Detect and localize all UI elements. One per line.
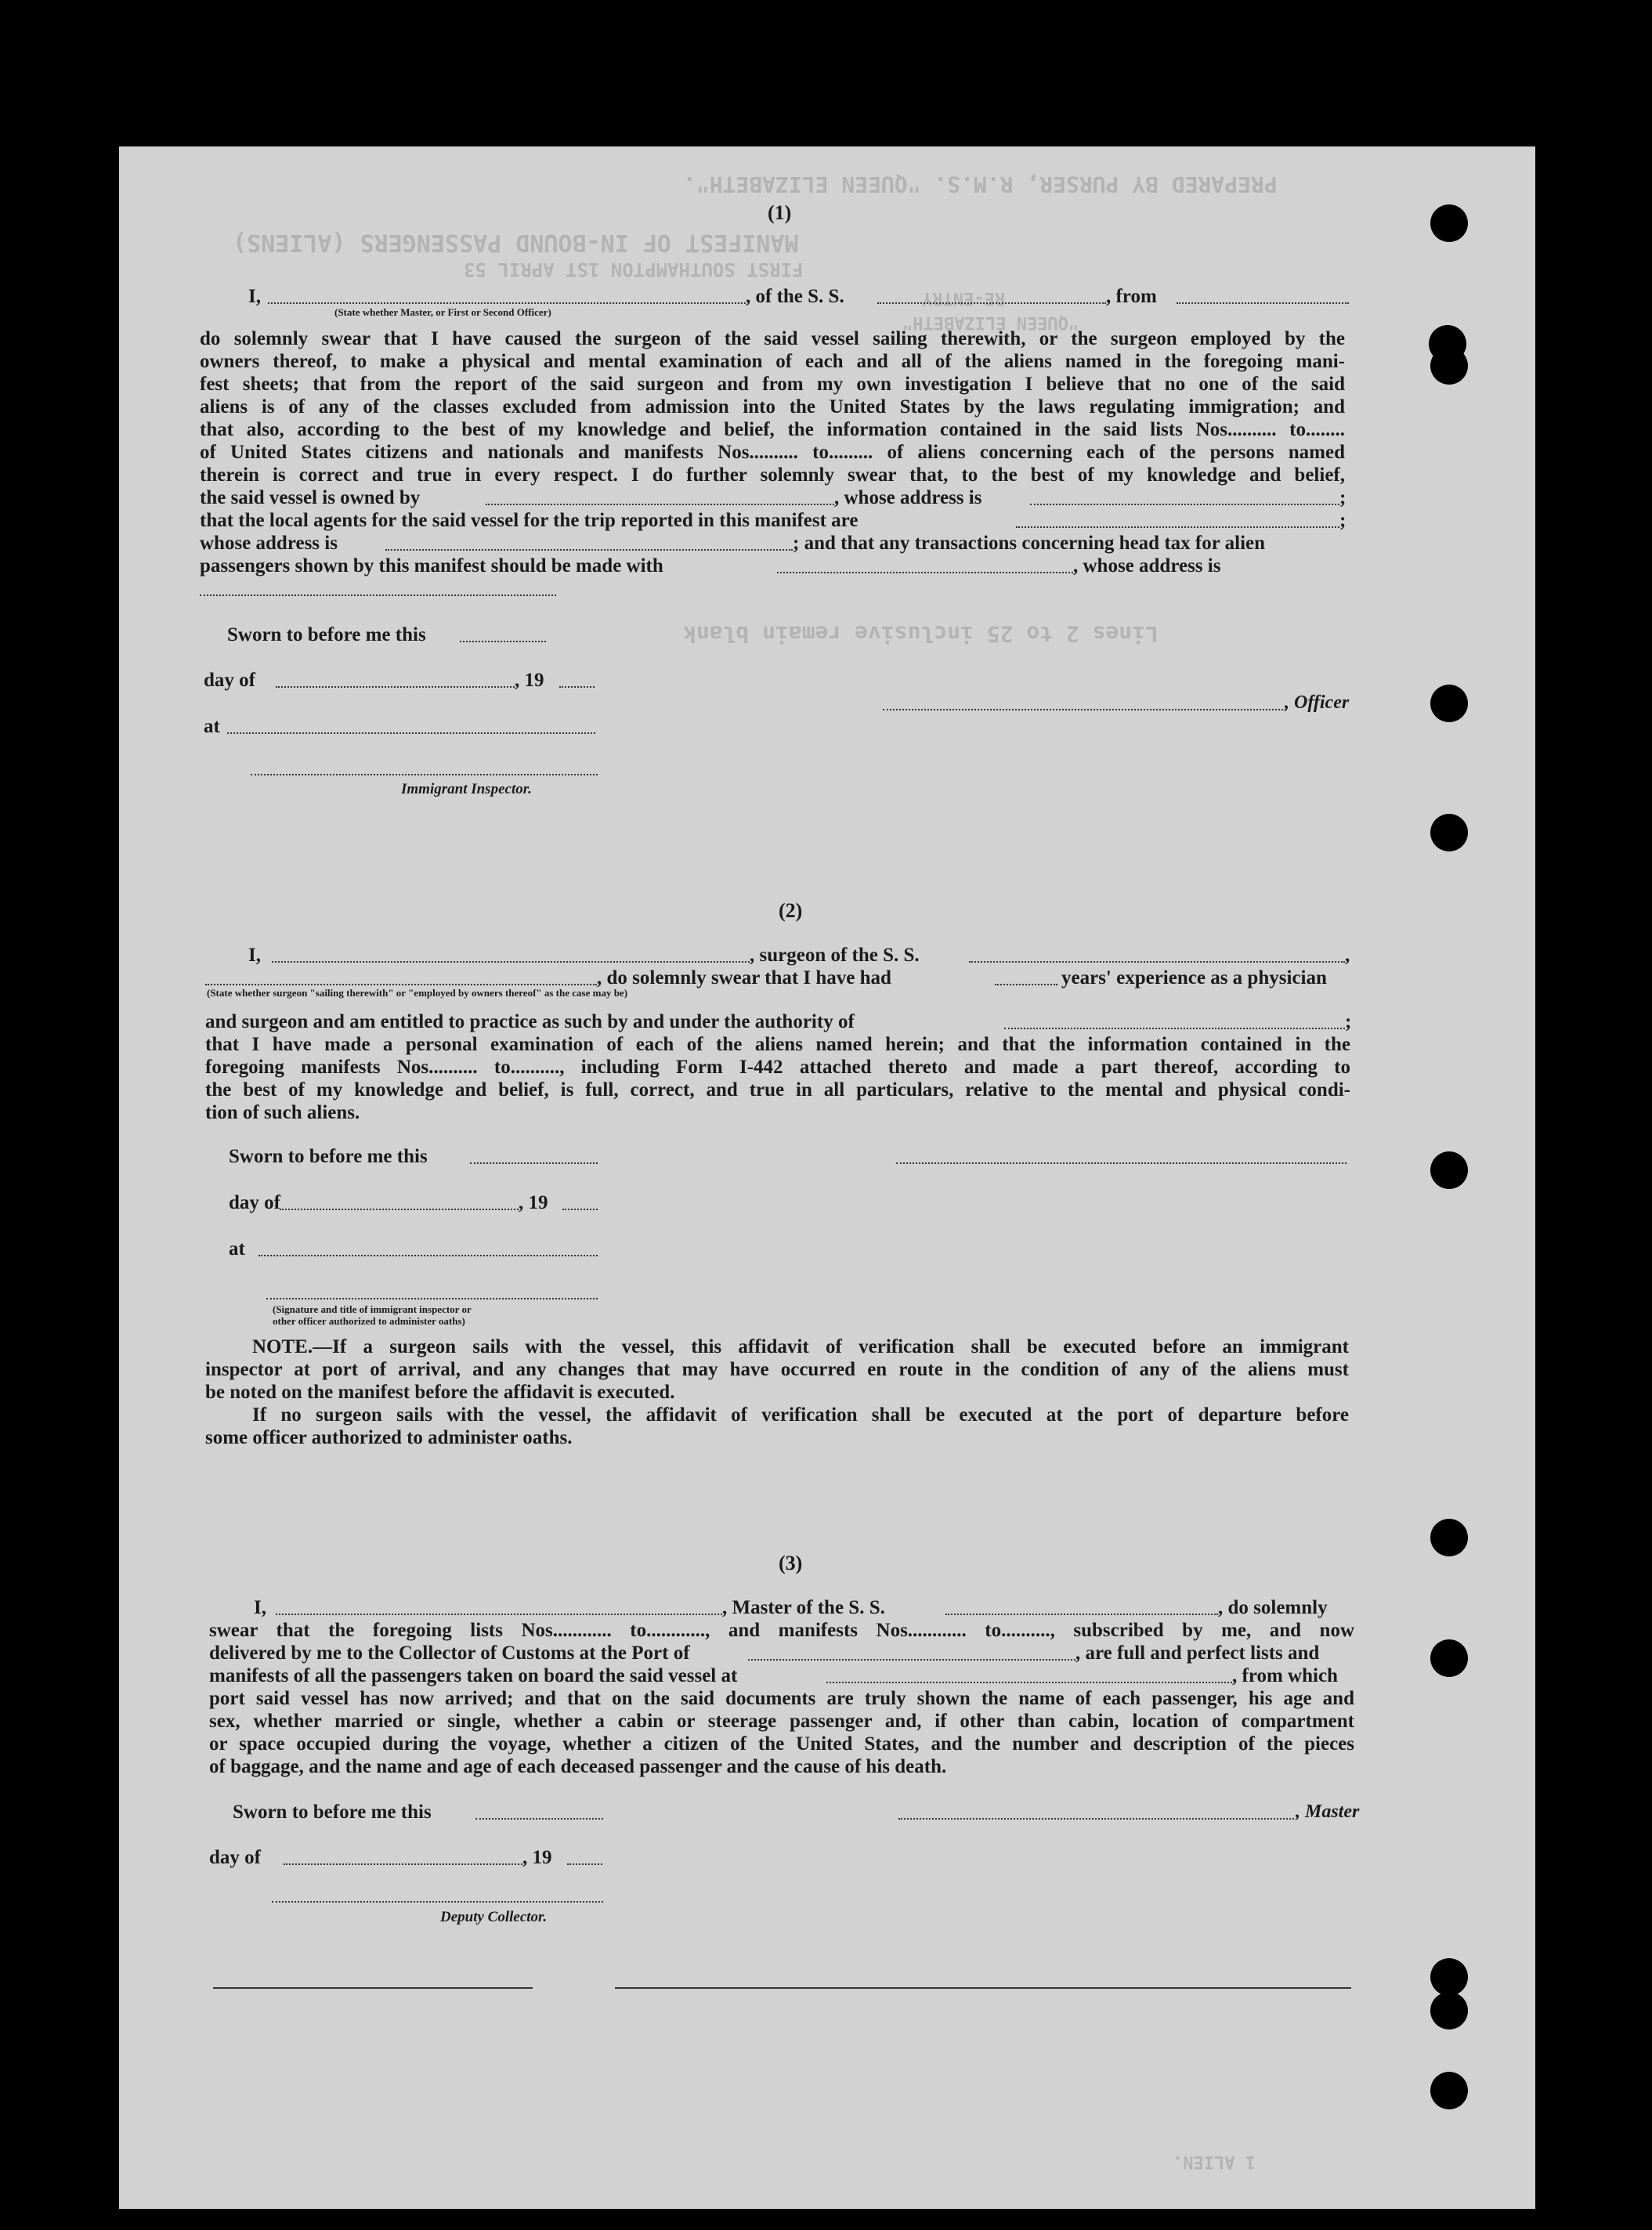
section-3-number: (3) [779, 1552, 803, 1574]
s2-line-3-authority: and surgeon and am entitled to practice as such by and under the authority of [205, 1011, 855, 1032]
s1-sworn: Sworn to before me this [227, 624, 426, 645]
s1-line-9-end: ; [1339, 510, 1347, 531]
punch-hole-1 [1430, 204, 1468, 242]
s1-line-6: of United States citizens and nationals and manifests Nos.......... to......... of aliens concerning each of the persons named [200, 442, 1345, 463]
s1-from-blank [1177, 302, 1349, 304]
s1-inspector-label: Immigrant Inspector. [401, 781, 532, 797]
s3-line-4-from: , from which [1232, 1665, 1338, 1686]
s1-agents-address-blank [385, 549, 793, 551]
s1-line-11-passengers: passengers shown by this manifest should be made with [200, 555, 663, 576]
s1-line-2: owners thereof, to make a physical and mental examination of each and all of the aliens named in the foregoing mani- [200, 351, 1345, 372]
s3-line-7: or space occupied during the voyage, whether a citizen of the United States, and the number and description of the pieces [209, 1733, 1354, 1755]
s1-headtax-address-blank [200, 595, 556, 596]
ghost-manifest-title: MANIFEST OF IN-BOUND PASSENGERS (ALIENS) [233, 229, 799, 256]
s2-day-of: day of [229, 1192, 280, 1213]
s3-line-5: port said vessel has now arrived; and that on the said documents are truly shown the name of each passenger, his age and [209, 1688, 1354, 1709]
footer-rule-left [213, 1987, 533, 1989]
s1-from: , from [1106, 286, 1157, 307]
ghost-reentry: RE-ENTRY [922, 288, 1005, 308]
s2-day-blank [280, 1209, 519, 1210]
s3-line-8: of baggage, and the name and age of each deceased passenger and the cause of his death. [209, 1756, 947, 1777]
s1-agents-blank [1016, 526, 1339, 528]
s2-authority-blank [1004, 1028, 1345, 1029]
s2-inspector-line [266, 1298, 598, 1299]
s3-i: I, [254, 1597, 266, 1618]
s1-owner-blank [486, 504, 834, 505]
s1-line-3: fest sheets; that from the report of the said surgeon and from my own investigation I believe that no one of the said [200, 374, 1345, 395]
punch-hole-6 [1430, 1151, 1468, 1189]
s2-at-blank [258, 1255, 598, 1256]
s1-line-4: aliens is of any of the classes excluded from admission into the United States by the laws regulating immigration; and [200, 396, 1345, 417]
manifest-page [119, 146, 1535, 2209]
punch-hole-9 [1430, 1958, 1468, 1996]
s3-sworn: Sworn to before me this [233, 1802, 432, 1823]
punch-hole-8 [1430, 1639, 1468, 1677]
ghost-prepared-by: PREPARED BY PURSER, R.M.S. "QUEEN ELIZABETH". [683, 172, 1278, 197]
s2-line-7: tion of such aliens. [205, 1102, 360, 1123]
punch-hole-3 [1430, 347, 1468, 385]
s2-at: at [229, 1238, 245, 1260]
s1-line-9-agents: that the local agents for the said vessel for the trip reported in this manifest are [200, 510, 859, 531]
s2-sworn: Sworn to before me this [229, 1146, 428, 1167]
s3-day-blank [284, 1863, 522, 1865]
s3-sworn-blank [475, 1818, 603, 1820]
s3-year-blank [567, 1863, 602, 1865]
s1-year-blank [559, 686, 595, 688]
s1-line-10-address: whose address is [200, 533, 338, 554]
s3-year: , 19 [522, 1847, 552, 1868]
s2-line-6: the best of my knowledge and belief, is full, correct, and true in all particulars, relative to the mental and physical condi- [205, 1079, 1350, 1101]
s1-line-8-owned: the said vessel is owned by [200, 487, 421, 508]
s3-master-label: , Master [1296, 1802, 1360, 1822]
s2-sworn-blank [470, 1162, 598, 1164]
s3-name-blank [276, 1614, 722, 1615]
s1-i: I, [248, 286, 261, 307]
s2-year: , 19 [519, 1192, 548, 1213]
s2-caption: (State whether surgeon "sailing therewith" or "employed by owners thereof" as the case may be) [207, 987, 628, 999]
s2-signature-caption-1: (Signature and title of immigrant inspector or [273, 1303, 472, 1315]
s1-day-blank [276, 686, 515, 688]
s2-years-blank [995, 984, 1057, 985]
s1-caption: (State whether Master, or First or Second Officer) [334, 306, 551, 318]
s1-line-8-end: ; [1339, 487, 1347, 508]
ghost-queen-elizabeth: "QUEEN ELIZABETH" [902, 313, 1079, 332]
s3-master-signature-line [898, 1818, 1294, 1820]
s1-line-11-address: , whose address is [1073, 555, 1221, 576]
s2-note-1: NOTE.—If a surgeon sails with the vessel, this affidavit of verification shall be executed before an immigrant [252, 1336, 1349, 1357]
s2-i: I, [248, 945, 261, 966]
s2-year-blank [562, 1209, 598, 1210]
s1-year: , 19 [515, 670, 544, 691]
s3-day-of: day of [209, 1847, 261, 1868]
s1-at: at [204, 716, 220, 737]
punch-hole-10 [1430, 1992, 1468, 2029]
s2-comma: , [1345, 945, 1350, 966]
s1-vessel-blank [877, 302, 1106, 304]
s1-line-8-address: , whose address is [834, 487, 982, 508]
section-1-number: (1) [768, 201, 792, 224]
punch-hole-11 [1430, 2072, 1468, 2109]
s3-line-6: sex, whether married or single, whether a cabin or steerage passenger and, if other than cabin, location of compartment [209, 1711, 1354, 1732]
s2-note-5: some officer authorized to administer oaths. [205, 1427, 573, 1448]
s2-line-2-swear: , do solemnly swear that I have had [597, 967, 891, 989]
s2-line-4: that I have made a personal examination of each of the aliens named herein; and that the information contained in the [205, 1034, 1350, 1055]
s2-name-blank [272, 961, 750, 963]
s3-deputy-label: Deputy Collector. [440, 1909, 548, 1925]
footer-rule-right [615, 1987, 1351, 1989]
s2-line-3-end: ; [1345, 1011, 1352, 1032]
punch-hole-7 [1430, 1519, 1468, 1556]
punch-hole-4 [1430, 685, 1468, 722]
section-2-number: (2) [779, 899, 803, 922]
s2-line-2-years: years' experience as a physician [1061, 967, 1327, 989]
s3-port-blank [748, 1659, 1075, 1661]
s3-line-3-lists: , are full and perfect lists and [1075, 1643, 1320, 1664]
s3-master-of: , Master of the S. S. [722, 1597, 885, 1618]
s1-officer-signature-line [883, 709, 1286, 710]
s1-line-10-headtax: ; and that any transactions concerning head tax for alien [793, 533, 1266, 554]
s2-signature-caption-2: other officer authorized to administer oaths) [273, 1315, 465, 1327]
s3-line-3-port: delivered by me to the Collector of Customs at the Port of [209, 1643, 690, 1664]
ghost-bottom-label: 1 ALIEN. [1173, 2152, 1256, 2171]
s3-line-4-board: manifests of all the passengers taken on board the said vessel at [209, 1665, 738, 1686]
s1-line-1: do solemnly swear that I have caused the surgeon of the said vessel sailing therewith, or the surgeon employed by the [200, 328, 1345, 349]
s2-surgeon-of: , surgeon of the S. S. [750, 945, 920, 966]
s2-status-blank [205, 984, 597, 985]
s1-sworn-blank [460, 641, 546, 642]
s2-note-4: If no surgeon sails with the vessel, the affidavit of verification shall be executed at the port of departure before [252, 1404, 1349, 1426]
ghost-route: FIRST SOUTHAMPTON 1ST APRIL 53 [464, 258, 804, 280]
s1-name-blank [268, 302, 746, 304]
s3-vessel-blank [945, 1614, 1218, 1615]
s1-day-of: day of [204, 670, 255, 691]
ghost-blank-lines: Lines 2 to 25 inclusive remain blank [683, 621, 1159, 647]
s2-note-3: be noted on the manifest before the affidavit is executed. [205, 1382, 675, 1403]
s3-line-2: swear that the foregoing lists Nos............ to............, and manifests Nos............ to.........., subscribed by me, and now [209, 1620, 1354, 1641]
s1-inspector-line [251, 774, 598, 775]
s1-at-blank [227, 732, 595, 734]
s1-owner-address-blank [1030, 504, 1339, 505]
s3-deputy-line [272, 1901, 603, 1903]
s2-note-2: inspector at port of arrival, and any changes that may have occurred en route in the condition of any of the aliens must [205, 1359, 1349, 1380]
s1-line-5: that also, according to the best of my knowledge and belief, the information contained in the said lists Nos.......... to........ [200, 419, 1345, 440]
s2-line-5: foregoing manifests Nos.......... to.........., including Form I-442 attached thereto and made a part thereof, according to [205, 1057, 1350, 1078]
punch-hole-5 [1430, 814, 1468, 851]
s1-officer-label: , Officer [1285, 692, 1350, 713]
s3-solemnly: , do solemnly [1218, 1597, 1328, 1618]
s2-surgeon-signature-line [896, 1162, 1347, 1164]
s1-headtax-blank [777, 572, 1073, 573]
s3-board-blank [826, 1682, 1232, 1683]
s1-line-7: therein is correct and true in every respect. I do further solemnly swear that, to the best of my knowledge and belief, [200, 464, 1345, 486]
s1-of-ss: , of the S. S. [746, 286, 844, 307]
s2-vessel-blank [969, 961, 1345, 963]
